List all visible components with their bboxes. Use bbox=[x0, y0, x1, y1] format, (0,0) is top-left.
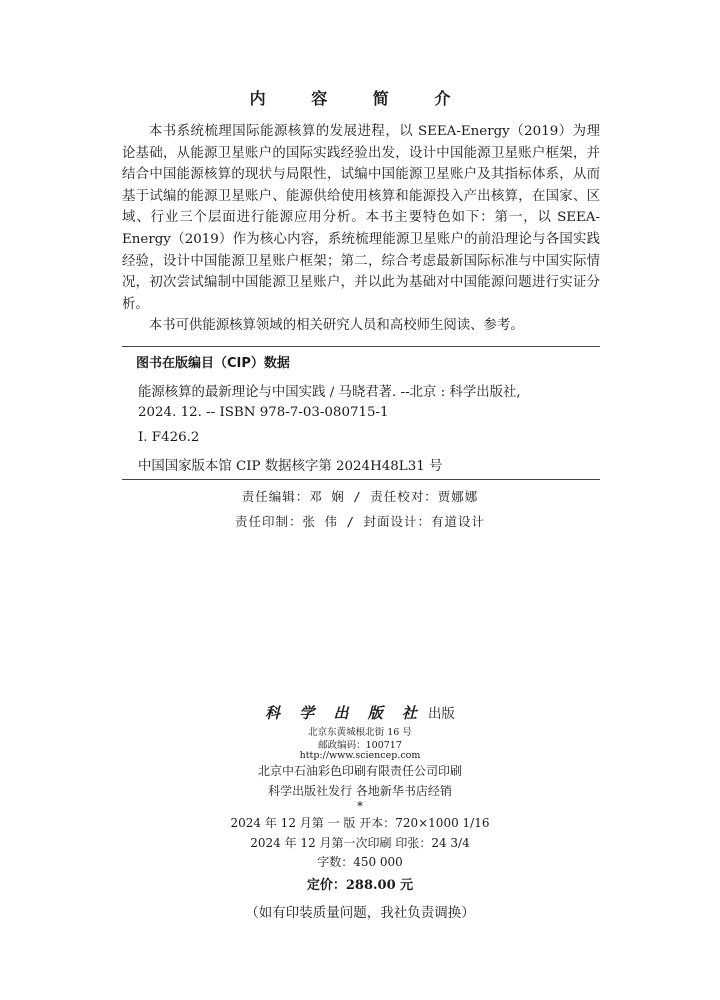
publisher-url: http://www.sciencep.com bbox=[299, 750, 421, 761]
publisher-suffix: 出版 bbox=[427, 706, 455, 722]
production-credit: 责任印制：张 伟 / 封面设计：有道设计 bbox=[234, 514, 486, 529]
price: 定价：288.00 元 bbox=[306, 878, 414, 893]
page-title: 内 容 简 介 bbox=[249, 89, 471, 108]
intro-section bbox=[122, 121, 600, 337]
intro-paragraph: 本书可供能源核算领域的相关研究人员和高校师生阅读、参考。 bbox=[148, 318, 524, 334]
cip-line: 中国国家版本馆 CIP 数据核字第 2024H48L31 号 bbox=[138, 459, 443, 474]
cip-line: 能源核算的最新理论与中国实践 / 马晓君著. --北京 : 科学出版社, bbox=[138, 385, 521, 400]
word-count: 字数：450 000 bbox=[317, 855, 403, 869]
publisher-address: 北京东黄城根北街 16 号 bbox=[308, 727, 412, 738]
printer: 北京中石油彩色印刷有限责任公司印刷 bbox=[257, 764, 462, 778]
divider bbox=[122, 479, 600, 480]
intro-paragraph: 本书系统梳理国际能源核算的发展进程，以 SEEA-Energy（2019）为理论基础，从能源卫星账户的国际实践经验出发，设计中国能源卫星账户框架，并结合中国能源核算的现状与局限性，试编中国能源卫星账户及其指标体系，从而基于试编的能源卫星账户、能源供给使用核算和能源投入产出核算，在国家、区域、行业三个层面进行能源应用分析。本书主要特色如下：第一，以 SEEA-Energy（2019）作为核心内容，系统梳理能源卫星账户的前沿理论与各国实践经验，设计中国能源卫星账户框架；第二，综合考虑最新国际标准与中国实际情况，初次尝试编制中国能源卫星账户，并以此为基础对中国能源问题进行实证分析。 bbox=[122, 124, 600, 312]
separator-star: * bbox=[357, 799, 363, 813]
cip-heading: 图书在版编目（CIP）数据 bbox=[136, 356, 290, 371]
cip-line: 2024. 12. -- ISBN 978-7-03-080715-1 bbox=[138, 405, 389, 420]
postcode: 邮政编码：100717 bbox=[318, 740, 402, 751]
return-note: （如有印装质量问题，我社负责调换） bbox=[245, 905, 475, 921]
publisher-line bbox=[0, 702, 720, 723]
publisher-name: 科 学 出 版 社 bbox=[265, 704, 424, 722]
cip-line: Ⅰ. F426.2 bbox=[138, 430, 200, 445]
edition-info: 2024 年 12 月第 一 版 开本：720×1000 1/16 bbox=[230, 816, 490, 830]
distribution: 科学出版社发行 各地新华书店经销 bbox=[268, 784, 452, 798]
printing-info: 2024 年 12 月第一次印刷 印张：24 3/4 bbox=[250, 836, 470, 850]
editor-credit: 责任编辑：邓 娴 / 责任校对：贾娜娜 bbox=[241, 489, 479, 504]
divider bbox=[122, 346, 600, 347]
